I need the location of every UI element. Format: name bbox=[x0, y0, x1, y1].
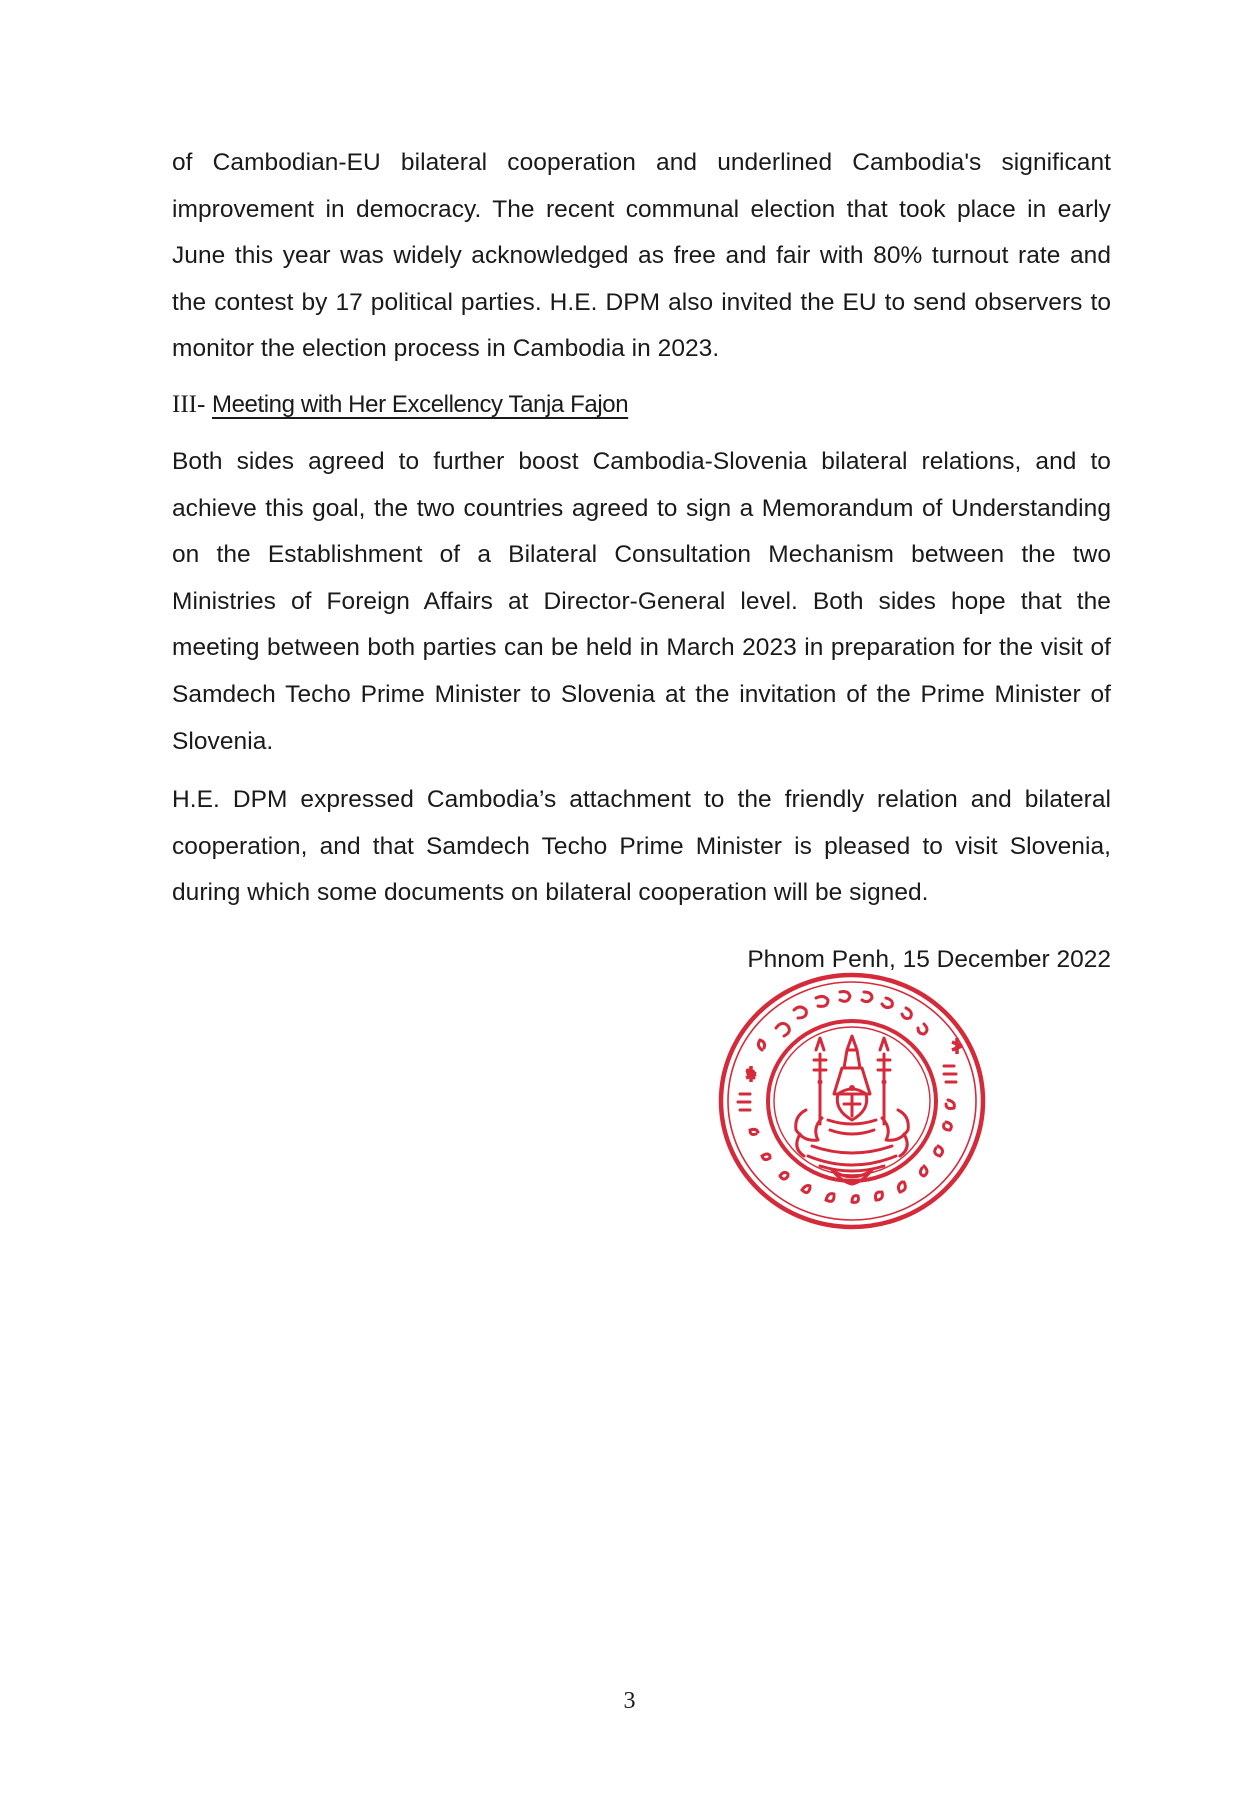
royal-seal-icon bbox=[716, 970, 988, 1232]
paragraph-visit-slovenia: H.E. DPM expressed Cambodia’s attachment to the friendly relation and bilateral cooperation, and that Samdech Techo Prime Minister is pleased to visit Slovenia, during which some documents on bilateral cooperation will be signed. bbox=[172, 786, 1111, 907]
section-number: III- bbox=[172, 390, 206, 418]
section-title: Meeting with Her Excellency Tanja Fajon bbox=[211, 390, 629, 418]
page-number: 3 bbox=[623, 1688, 636, 1714]
document-body bbox=[172, 140, 1111, 929]
place-date: Phnom Penh, 15 December 2022 bbox=[747, 946, 1111, 973]
paragraph-cooperation-democracy: of Cambodian-EU bilateral cooperation and underlined Cambodia's significant improvement in democracy. The recent communal election that took place in early June this year was widely acknowledged as free and fair with 80% turnout rate and the contest by 17 political parties. H.E. DPM also invited the EU to send observers to monitor the election process in Cambodia in 2023. bbox=[172, 149, 1111, 363]
paragraph-slovenia-relations: Both sides agreed to further boost Cambodia-Slovenia bilateral relations, and to achieve this goal, the two countries agreed to sign a Memorandum of Understanding on the Establishment of a Bilateral Consultation Mechanism between the two Ministries of Foreign Affairs at Director-General level. Both sides hope that the meeting between both parties can be held in March 2023 in preparation for the visit of Samdech Techo Prime Minister to Slovenia at the invitation of the Prime Minister of Slovenia. bbox=[172, 447, 1111, 755]
section-heading bbox=[172, 385, 1111, 425]
